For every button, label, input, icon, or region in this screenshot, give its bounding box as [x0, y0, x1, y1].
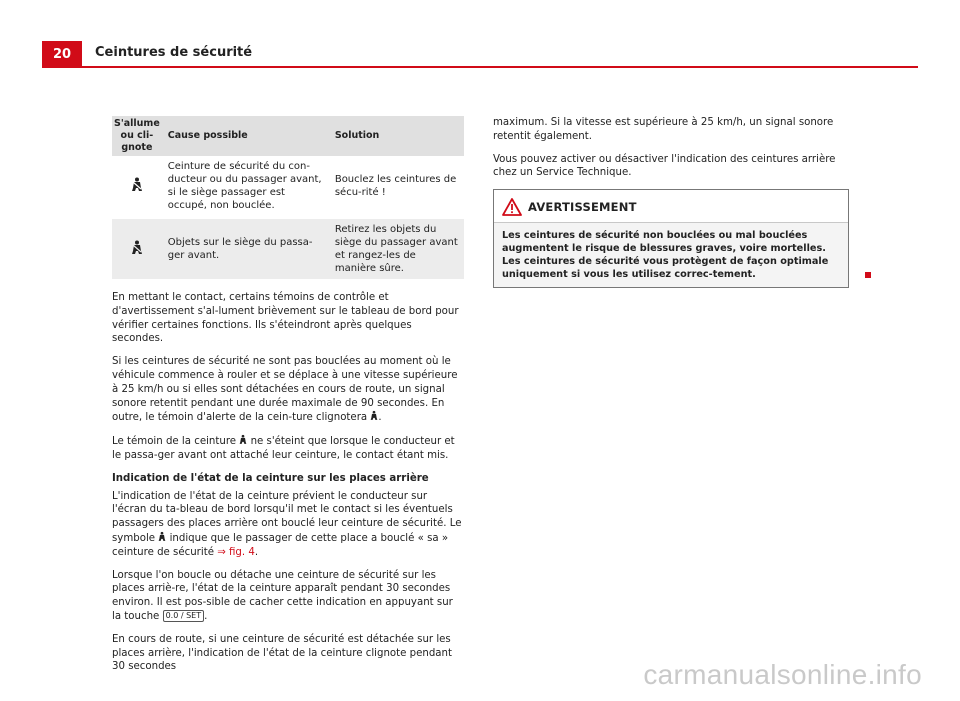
- seatbelt-warning-icon: [131, 240, 143, 255]
- table-cell-solution: Bouclez les ceintures de sécu-rité !: [334, 174, 457, 198]
- seatbelt-warning-icon: [131, 177, 143, 192]
- set-key-label: 0.0 / SET: [163, 610, 205, 622]
- chapter-title: Ceintures de sécurité: [95, 45, 253, 60]
- table-cell-cause: Ceinture de sécurité du con-ducteur ou du passager avant, si le siège passager est occupé, non bouclée.: [167, 161, 322, 211]
- figure-reference-link[interactable]: ⇒ fig. 4: [217, 546, 255, 558]
- paragraph-rear-unbuckled: En cours de route, si une ceinture de sécurité est détachée sur les places arrière, l'indication de l'état de la ceinture clignote pendant 30 secondes: [112, 633, 452, 673]
- right-column: [493, 116, 847, 288]
- header-rule: [42, 66, 918, 68]
- watermark: carmanualsonline.info: [643, 659, 922, 690]
- paragraph-rear-status: L'indication de l'état de la ceinture prévient le conducteur sur l'écran du ta-bleau de bord lorsqu'il met le contact si les éventuels passagers des places arrière ont bouclé leur ceinture de sécurité. Le symbole indique que le passager de cette place a bouclé « sa » ceinture de sécurité ⇒ fig. 4.: [112, 490, 462, 558]
- paragraph-continuation: maximum. Si la vitesse est supérieure à 25 km/h, un signal sonore retentit également.: [493, 117, 834, 142]
- table-cell-solution: Retirez les objets du siège du passager avant et rangez-les de manière sûre.: [329, 218, 464, 280]
- table-header-solution: Solution: [329, 116, 464, 156]
- paragraph-ignition: En mettant le contact, certains témoins de contrôle et d'avertissement s'al-lument brièvement sur le tableau de bord pour vérifier certaines fonctions. Ils s'éteindront après quelques secondes.: [112, 292, 459, 345]
- paragraph-light-off: Le témoin de la ceinture ne s'éteint que lorsque le conducteur et le passa-ger avant ont attaché leur ceinture, le contact étant mis.: [112, 436, 455, 461]
- paragraph-rear-buckle: Lorsque l'on boucle ou détache une ceinture de sécurité sur les places arriè-re, l'état de la ceinture apparaît pendant 30 secondes environ. Il est pos-sible de cacher cette indication en appuyant sur la touche 0.0 / SET .: [112, 569, 453, 622]
- page-number: 20: [42, 41, 82, 67]
- table-header-lights: S'allume ou cli-gnote: [112, 116, 162, 156]
- table-header-cause: Cause possible: [162, 116, 329, 156]
- table-row: [112, 156, 464, 218]
- warning-box: [493, 189, 849, 288]
- warning-title: AVERTISSEMENT: [528, 200, 637, 215]
- left-column: [112, 116, 464, 683]
- table-header-row: [112, 116, 464, 156]
- paragraph-speed-warning: Si les ceintures de sécurité ne sont pas bouclées au moment où le véhicule commence à rouler et se déplace à une vitesse supérieure à 25 km/h ou si elles sont détachées en cours de route, un signal sonore retentit pendant une durée maximale de 90 secondes. En outre, le témoin d'alerte de la cein-ture clignotera .: [112, 356, 458, 424]
- paragraph-service: Vous pouvez activer ou désactiver l'indication des ceintures arrière chez un Service Technique.: [493, 153, 836, 179]
- warning-text: Les ceintures de sécurité non bouclées ou mal bouclées augmentent le risque de blessures graves, voire mortelles. Les ceintures de sécurité vous protègent de façon optimale uniquement si vous les utilisez correc-tement.: [494, 222, 848, 287]
- seatbelt-fastened-icon: [158, 531, 166, 542]
- seatbelt-warning-icon: [239, 434, 247, 445]
- section-heading: Indication de l'état de la ceinture sur les places arrière: [112, 472, 429, 484]
- warning-triangle-icon: [502, 198, 522, 216]
- table-row: [112, 218, 464, 280]
- section-end-marker: [865, 272, 871, 278]
- warning-light-table: [112, 116, 464, 279]
- table-cell-cause: Objets sur le siège du passa-ger avant.: [162, 218, 329, 280]
